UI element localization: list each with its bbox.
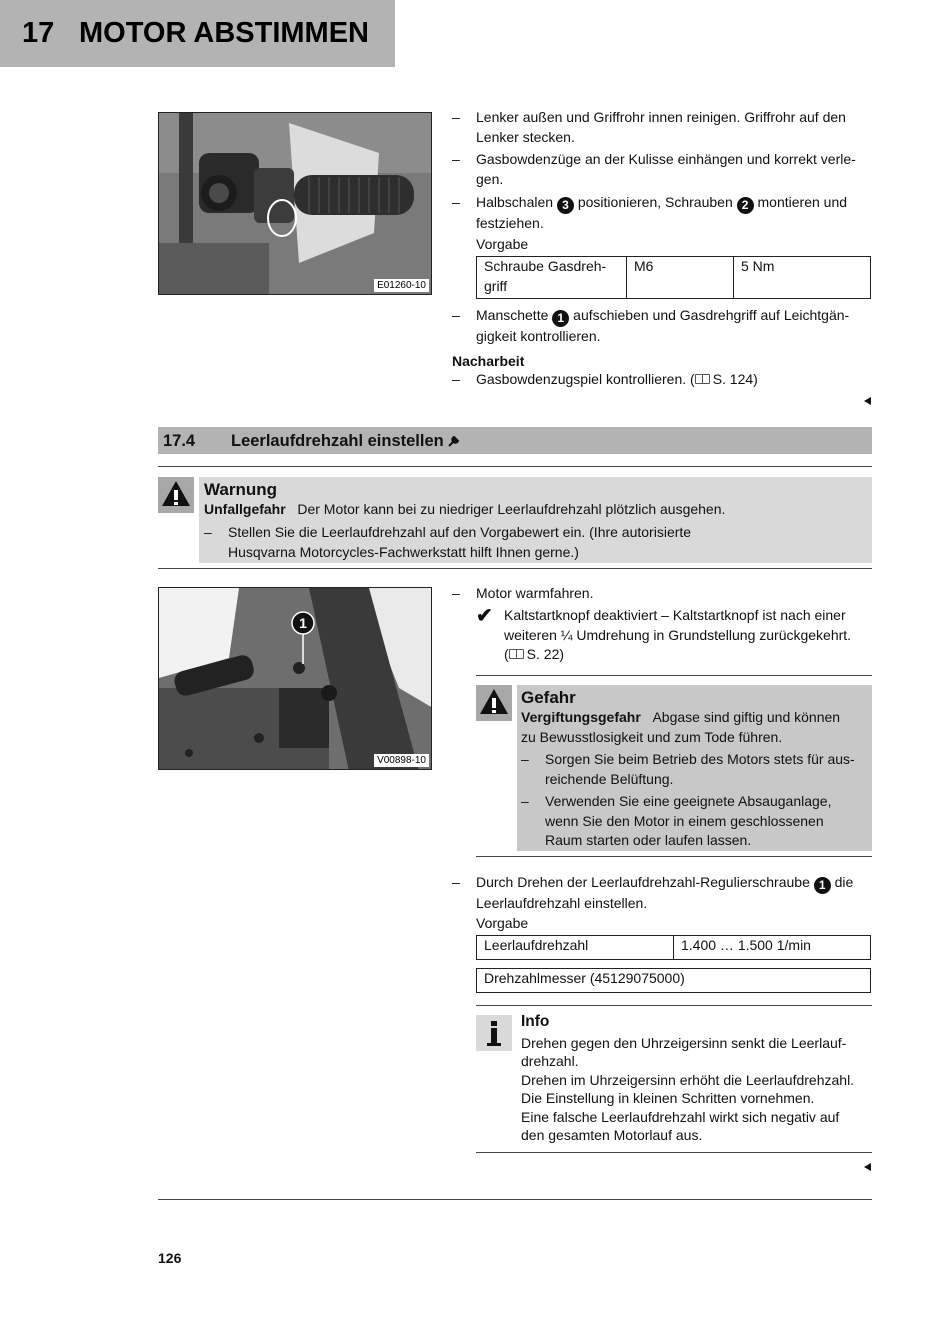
dash: – (204, 524, 212, 540)
chapter-number: 17 (22, 17, 55, 49)
danger-icon (476, 685, 512, 721)
tool-cell: Drehzahlmesser (45129075000) (477, 969, 871, 993)
spec-cell: 1.400 … 1.500 1/min (674, 936, 871, 960)
throttle-grip-photo (159, 113, 432, 295)
dash: – (452, 109, 460, 125)
warning-item: Stellen Sie die Leerlaufdrehzahl auf den Vorgabewert ein. (Ihre autorisierte Husqvarna Motorcycles-Fachwerkstatt hilft Ihnen gerne.) (228, 524, 692, 560)
step-adjust-idle (452, 873, 872, 914)
spec-cell: Leerlaufdrehzahl (477, 936, 674, 960)
step-text: Durch Drehen der Leerlaufdrehzahl-Regulierschraube 1 die (476, 874, 854, 892)
tool-table (476, 968, 871, 993)
step-text: festziehen. (476, 215, 544, 231)
step-text: Manschette 1 aufschieben und Gasdrehgriff auf Leichtgän- (476, 307, 850, 325)
spec-cell: 5 Nm (734, 257, 871, 299)
chapter-title: MOTOR ABSTIMMEN (79, 17, 369, 49)
step-text: gen. (476, 170, 504, 187)
figure-idle-screw (158, 587, 432, 770)
page-number: 126 (158, 1250, 182, 1266)
dash: – (452, 585, 460, 601)
section-title: Leerlaufdrehzahl einstellen (231, 431, 460, 451)
danger-item: Verwenden Sie eine geeignete Absauganlage, wenn Sie den Motor in einem geschlossenen Raum starten oder laufen lassen. (545, 793, 832, 848)
warning-text: Unfallgefahr Der Motor kann bei zu niedriger Leerlaufdrehzahl plötzlich ausgehen. (204, 501, 726, 517)
danger-title: Gefahr (521, 688, 576, 707)
book-icon (509, 649, 524, 659)
spec-table-gasdrehgriff (476, 256, 871, 299)
info-title: Info (521, 1013, 550, 1030)
dash: – (521, 751, 529, 767)
callout-3: 3 (557, 197, 574, 214)
dash: – (452, 194, 460, 210)
step-warmup (452, 584, 872, 604)
info-text: Drehen gegen den Uhrzeigersinn senkt die Leerlauf- drehzahl. Drehen im Uhrzeigersinn erhöht die Leerlaufdrehzahl. Die Einstellung in kleinen Schritten vornehmen. Eine falsche Leerlaufdrehzahl wirkt sich negativ auf den gesamten Motorlauf aus. (521, 1035, 855, 1144)
step-text: Leerlaufdrehzahl einstellen. (476, 895, 648, 911)
danger-text: Vergiftungsgefahr Abgase sind giftig und können zu Bewusstlosigkeit und zum Tode führen. (521, 709, 841, 745)
dash: – (452, 151, 460, 167)
step-manschette (452, 306, 872, 347)
divider (476, 1005, 872, 1006)
figure-label: E01260-10 (374, 279, 429, 292)
nacharbeit-heading: Nacharbeit (452, 353, 525, 369)
step-text: Gasbowdenzugspiel kontrollieren. ( S. 124) (476, 371, 758, 387)
page-ref-link[interactable]: S. 124) (712, 371, 758, 387)
warning-title: Warnung (204, 480, 278, 499)
svg-text:1: 1 (299, 615, 307, 631)
end-marker-icon (864, 1163, 871, 1171)
divider (476, 675, 872, 676)
callout-1: 1 (552, 310, 569, 327)
divider (476, 1152, 872, 1153)
spec-cell: Schraube Gasdreh- griff (477, 257, 627, 299)
dash: – (452, 307, 460, 323)
step-text: Lenker außen und Griffrohr innen reinigen. Griffrohr auf den (476, 109, 846, 125)
section-heading (158, 427, 872, 454)
info-icon (476, 1015, 512, 1051)
callout-1: 1 (814, 877, 831, 894)
spec-cell: M6 (627, 257, 734, 299)
check-condition: Kaltstartknopf deaktiviert – Kaltstartknopf ist nach einer weiteren ¼ Umdrehung in Grundstellung zurückgekehrt. ( S. 22) (504, 607, 852, 662)
divider (158, 466, 872, 467)
step-text: Motor warmfahren. (476, 585, 594, 601)
step-text: Lenker stecken. (476, 128, 575, 145)
figure-label: V00898-10 (374, 754, 429, 767)
dash: – (521, 793, 529, 809)
figure-throttle-grip (158, 112, 432, 295)
vorgabe-label: Vorgabe (476, 236, 529, 252)
page-ref-link[interactable]: S. 22) (526, 646, 565, 662)
end-marker-icon (864, 397, 871, 405)
step-nacharbeit (452, 370, 872, 390)
footer-divider (158, 1199, 872, 1200)
danger-box (517, 685, 872, 851)
idle-screw-photo (159, 588, 432, 770)
danger-item: Sorgen Sie beim Betrieb des Motors stets für aus- reichende Belüftung. (545, 751, 855, 787)
wrench-icon (448, 435, 460, 447)
step-text: Halbschalen 3 positionieren, Schrauben 2 montieren und (476, 194, 848, 212)
dash: – (452, 371, 460, 387)
spec-table-idle (476, 935, 871, 960)
step-hang-cables (452, 150, 872, 189)
callout-2: 2 (737, 197, 754, 214)
step-clean-handlebar (452, 108, 872, 147)
step-text: gigkeit kontrollieren. (476, 328, 601, 344)
book-icon (695, 374, 710, 384)
section-number: 17.4 (163, 432, 196, 450)
warning-box (199, 477, 872, 563)
step-text: Gasbowdenzüge an der Kulisse einhängen und korrekt verle- (476, 151, 856, 167)
step-half-shells (452, 193, 872, 234)
vorgabe-label: Vorgabe (476, 915, 529, 931)
checkmark-icon: ✔ (476, 605, 493, 627)
dash: – (452, 874, 460, 890)
divider (158, 568, 872, 569)
chapter-header (0, 0, 395, 67)
divider (476, 856, 872, 857)
warning-icon (158, 477, 194, 513)
